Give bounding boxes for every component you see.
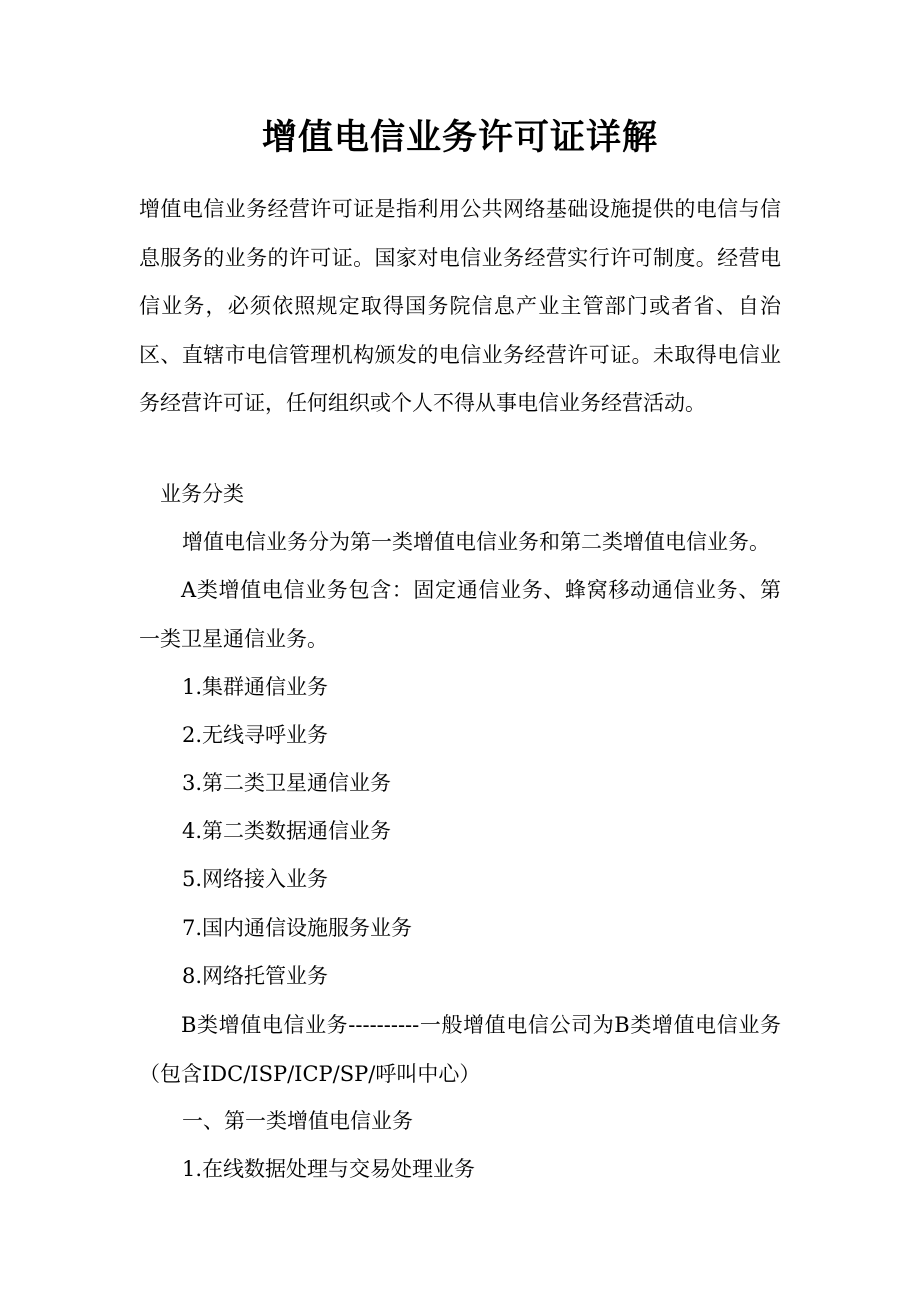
section-heading: 业务分类: [160, 482, 244, 506]
subsection-heading: 一、第一类增值电信业务: [182, 1109, 413, 1133]
list-item: 3.第二类卫星通信业务: [182, 771, 392, 795]
list-item: 1.集群通信业务: [182, 675, 329, 699]
class-b-paragraph: B类增值电信业务----------一般增值电信公司为B类增值电信业务（包含IDC/ISP/ICP/SP/呼叫中心）: [139, 1013, 781, 1086]
class-a-paragraph: A类增值电信业务包含：固定通信业务、蜂窝移动通信业务、第一类卫星通信业务。: [139, 578, 781, 651]
list-item: 8.网络托管业务: [182, 964, 329, 988]
intro-paragraph: 增值电信业务经营许可证是指利用公共网络基础设施提供的电信与信息服务的业务的许可证。国家对电信业务经营实行许可制度。经营电信业务，必须依照规定取得国务院信息产业主管部门或者省、自治区、直辖市电信管理机构颁发的电信业务经营许可证。未取得电信业务经营许可证，任何组织或个人不得从事电信业务经营活动。: [139, 197, 781, 416]
list-item: 5.网络接入业务: [182, 867, 329, 891]
list-item: 4.第二类数据通信业务: [182, 819, 392, 843]
list-item: 7.国内通信设施服务业务: [182, 916, 413, 940]
list-item: 2.无线寻呼业务: [182, 723, 329, 747]
document-title: 增值电信业务许可证详解: [261, 117, 658, 158]
sub-list-item: 1.在线数据处理与交易处理业务: [182, 1157, 476, 1181]
classification-paragraph: 增值电信业务分为第一类增值电信业务和第二类增值电信业务。: [182, 530, 770, 554]
